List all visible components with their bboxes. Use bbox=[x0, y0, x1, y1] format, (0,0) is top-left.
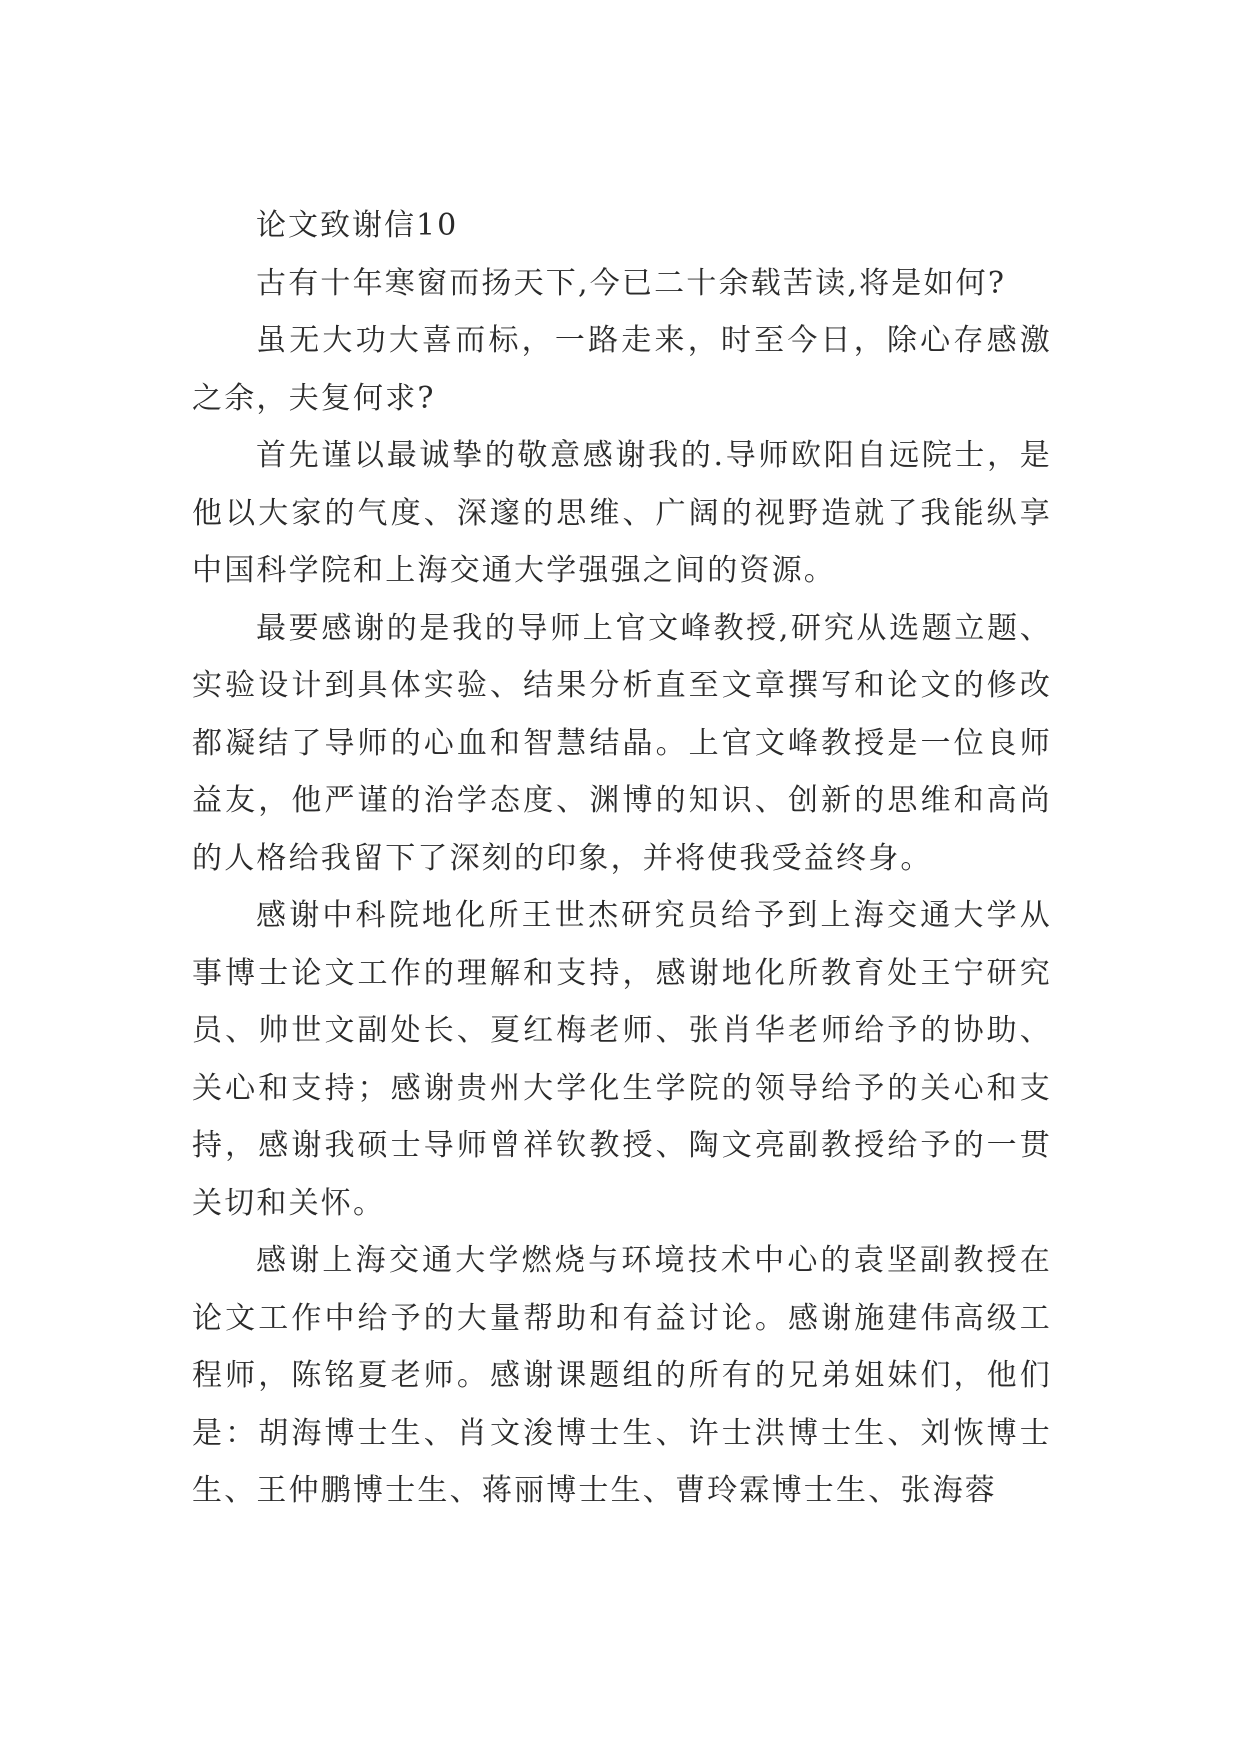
paragraph-1: 古有十年寒窗而扬天下,今已二十余载苦读,将是如何? bbox=[256, 265, 1007, 301]
document-title: 论文致谢信10 bbox=[256, 208, 459, 243]
paragraph-5: 感谢中科院地化所王世杰研究员给予到上海交通大学从事博士论文工作的理解和支持，感谢地化所教育处王宁研究员、帅世文副处长、夏红梅老师、张肖华老师给予的协助、关心和支持；感谢贵州大学化生学院的领导给予的关心和支持，感谢我硕士导师曾祥钦教授、陶文亮副教授给予的一贯关切和关怀。 bbox=[192, 898, 1052, 1221]
paragraph-4: 最要感谢的是我的导师上官文峰教授,研究从选题立题、实验设计到具体实验、结果分析直至文章撰写和论文的修改都凝结了导师的心血和智慧结晶。上官文峰教授是一位良师益友，他严谨的治学态度、渊博的知识、创新的思维和高尚的人格给我留下了深刻的印象，并将使我受益终身。 bbox=[192, 610, 1052, 876]
paragraph-3: 首先谨以最诚挚的敬意感谢我的.导师欧阳自远院士，是他以大家的气度、深邃的思维、广阔的视野造就了我能纵享中国科学院和上海交通大学强强之间的资源。 bbox=[192, 438, 1052, 588]
document-body bbox=[192, 197, 1052, 1520]
paragraph-6: 感谢上海交通大学燃烧与环境技术中心的袁坚副教授在论文工作中给予的大量帮助和有益讨论。感谢施建伟高级工程师，陈铭夏老师。感谢课题组的所有的兄弟姐妹们，他们是：胡海博士生、肖文浚博士生、许士洪博士生、刘恢博士生、王仲鹏博士生、蒋丽博士生、曹玲霖博士生、张海蓉 bbox=[192, 1243, 1052, 1508]
paragraph-2: 虽无大功大喜而标，一路走来，时至今日，除心存感激之余，夫复何求? bbox=[192, 323, 1052, 416]
